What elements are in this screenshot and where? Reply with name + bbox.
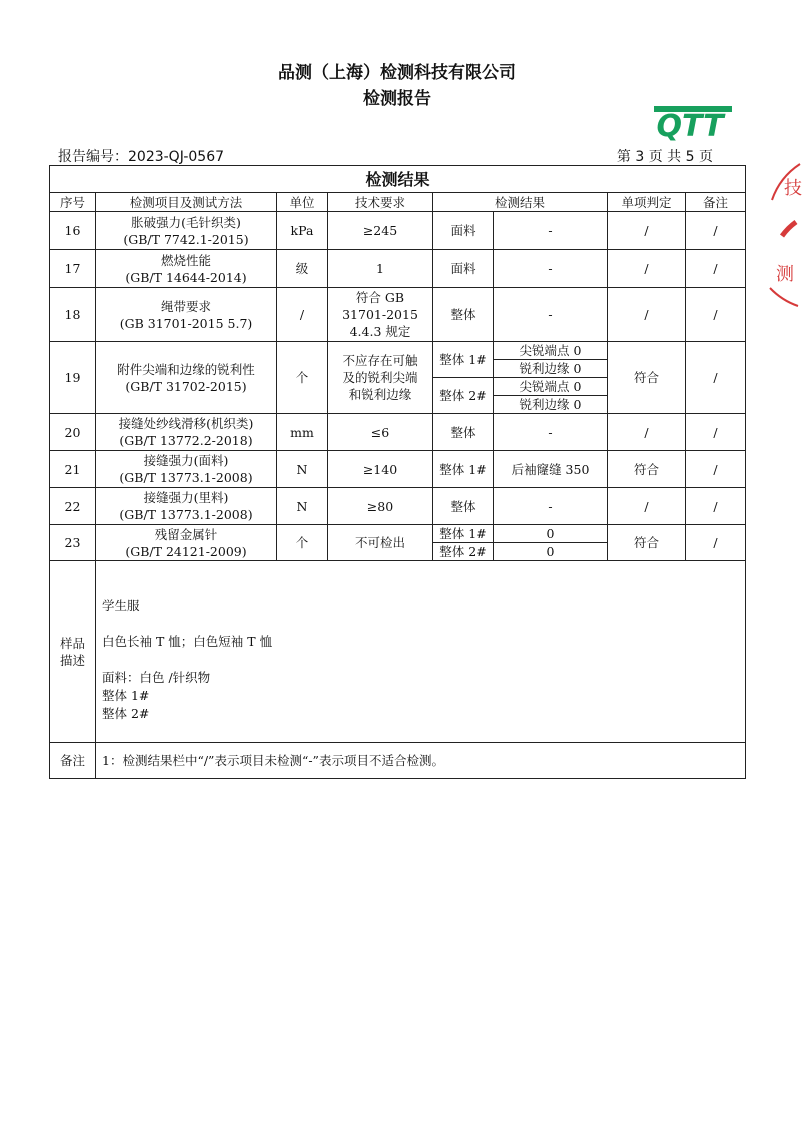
cell-line: 绳带要求 xyxy=(160,298,211,314)
requirement xyxy=(328,288,433,342)
result-value: - xyxy=(494,250,608,288)
result-part: 整体 2# xyxy=(433,378,494,414)
cell-line: 样品 xyxy=(59,635,85,651)
description-label xyxy=(50,561,96,743)
unit: N xyxy=(277,451,328,488)
result-part: 整体 xyxy=(433,288,494,342)
test-item xyxy=(96,451,277,488)
column-header: 检测项目及测试方法 xyxy=(96,193,277,212)
company-name: 品测（上海）检测科技有限公司 xyxy=(278,63,516,83)
verdict: / xyxy=(608,212,686,250)
notes-row xyxy=(50,743,746,779)
remark: / xyxy=(686,451,746,488)
description-line: 整体 1# xyxy=(102,688,150,703)
result-part: 整体 1# xyxy=(433,342,494,378)
spacer xyxy=(102,615,739,633)
row-number: 17 xyxy=(50,250,96,288)
remark: / xyxy=(686,488,746,525)
unit: 级 xyxy=(277,250,328,288)
test-item xyxy=(96,342,277,414)
requirement xyxy=(328,212,433,250)
cell-line: 胀破强力(毛针织类) xyxy=(131,214,241,230)
row-number: 23 xyxy=(50,525,96,561)
description-line: 整体 2# xyxy=(102,706,150,721)
notes-label: 备注 xyxy=(50,743,96,779)
test-item xyxy=(96,250,277,288)
remark: / xyxy=(686,414,746,451)
result-part: 整体 xyxy=(433,414,494,451)
cell-line: 符合 GB xyxy=(355,290,405,305)
verdict: / xyxy=(608,250,686,288)
row-number: 19 xyxy=(50,342,96,414)
result-value: - xyxy=(494,488,608,525)
result-value: 锐利边缘 0 xyxy=(494,396,608,414)
cell-line: 接缝强力(面料) xyxy=(143,453,229,468)
logo-text: QTT xyxy=(656,109,724,144)
verdict: / xyxy=(608,488,686,525)
seal-stamp xyxy=(762,160,802,310)
remark: / xyxy=(686,250,746,288)
report-title: 检测报告 xyxy=(363,89,431,109)
result-part: 面料 xyxy=(433,212,494,250)
test-item xyxy=(96,288,277,342)
results-table xyxy=(49,165,746,779)
test-item xyxy=(96,212,277,250)
result-part: 整体 2# xyxy=(433,543,494,561)
cell-line: ≥140 xyxy=(362,461,398,477)
cell-line: (GB/T 31702-2015) xyxy=(125,378,247,394)
result-value: 0 xyxy=(494,525,608,543)
verdict: / xyxy=(608,288,686,342)
table-row xyxy=(50,250,746,288)
cell-line: (GB/T 24121-2009) xyxy=(125,543,247,559)
result-part: 面料 xyxy=(433,250,494,288)
result-value: 尖锐端点 0 xyxy=(494,342,608,360)
table-row xyxy=(50,414,746,451)
result-value: 尖锐端点 0 xyxy=(494,378,608,396)
cell-line: 不可检出 xyxy=(354,535,405,550)
unit: mm xyxy=(277,414,328,451)
result-value: - xyxy=(494,212,608,250)
description-line: 学生服 xyxy=(102,598,140,613)
column-header: 单项判定 xyxy=(608,193,686,212)
cell-line: 4.4.3 规定 xyxy=(349,324,411,339)
column-header: 序号 xyxy=(50,193,96,212)
cell-line: 残留金属针 xyxy=(154,526,218,542)
cell-line: 和锐利边缘 xyxy=(348,387,412,402)
result-part: 整体 1# xyxy=(433,525,494,543)
requirement xyxy=(328,250,433,288)
table-row xyxy=(50,212,746,250)
cell-line: 及的锐利尖端 xyxy=(342,370,418,385)
report-number: 报告编号：2023-QJ-0567 xyxy=(58,149,225,165)
verdict: 符合 xyxy=(608,451,686,488)
requirement xyxy=(328,488,433,525)
cell-line: 附件尖端和边缘的锐利性 xyxy=(117,361,255,377)
remark: / xyxy=(686,525,746,561)
result-value: 0 xyxy=(494,543,608,561)
cell-line: 接缝处纱线滑移(机织类) xyxy=(118,416,254,431)
requirement xyxy=(328,451,433,488)
cell-line: 燃烧性能 xyxy=(160,252,211,268)
row-number: 21 xyxy=(50,451,96,488)
qtt-logo xyxy=(650,104,732,142)
table-row xyxy=(50,451,746,488)
column-header: 单位 xyxy=(277,193,328,212)
cell-line: (GB/T 7742.1-2015) xyxy=(123,231,249,247)
description-row xyxy=(50,561,746,743)
unit: 个 xyxy=(277,525,328,561)
cell-line: 不应存在可触 xyxy=(342,353,418,368)
remark: / xyxy=(686,288,746,342)
svg-text:测: 测 xyxy=(776,264,794,285)
test-item xyxy=(96,525,277,561)
verdict: 符合 xyxy=(608,525,686,561)
svg-text:技: 技 xyxy=(784,178,802,199)
table-row xyxy=(50,488,746,525)
cell-line: ≥245 xyxy=(362,223,398,238)
column-header: 技术要求 xyxy=(328,193,433,212)
row-number: 22 xyxy=(50,488,96,525)
description-line: 白色长袖 T 恤；白色短袖 T 恤 xyxy=(102,634,273,649)
cell-line: 31701-2015 xyxy=(342,307,418,322)
section-title: 检测结果 xyxy=(50,166,746,193)
test-item xyxy=(96,488,277,525)
description-content xyxy=(96,561,746,743)
requirement xyxy=(328,414,433,451)
unit: 个 xyxy=(277,342,328,414)
remark: / xyxy=(686,212,746,250)
table-row xyxy=(50,525,746,543)
cell-line: 描述 xyxy=(59,652,85,668)
verdict: / xyxy=(608,414,686,451)
test-item xyxy=(96,414,277,451)
table-row xyxy=(50,288,746,342)
result-value: - xyxy=(494,414,608,451)
unit: / xyxy=(277,288,328,342)
row-number: 20 xyxy=(50,414,96,451)
requirement xyxy=(328,525,433,561)
row-number: 18 xyxy=(50,288,96,342)
cell-line: (GB/T 14644-2014) xyxy=(125,269,247,285)
cell-line: (GB/T 13773.1-2008) xyxy=(119,507,253,522)
column-header: 检测结果 xyxy=(433,193,608,212)
header-row xyxy=(50,193,746,212)
result-part: 整体 xyxy=(433,488,494,525)
cell-line: (GB/T 13773.1-2008) xyxy=(119,470,253,485)
cell-line: ≥80 xyxy=(366,498,394,514)
result-part: 整体 1# xyxy=(433,451,494,488)
notes-text: 1：检测结果栏中“/”表示项目未检测“-”表示项目不适合检测。 xyxy=(96,743,746,779)
verdict: 符合 xyxy=(608,342,686,414)
cell-line: ≤6 xyxy=(370,424,390,440)
unit: N xyxy=(277,488,328,525)
remark: / xyxy=(686,342,746,414)
cell-line: (GB/T 13772.2-2018) xyxy=(119,433,253,448)
spacer xyxy=(102,651,739,669)
column-header: 备注 xyxy=(686,193,746,212)
result-value: 锐利边缘 0 xyxy=(494,360,608,378)
cell-line: 接缝强力(里料) xyxy=(143,490,229,505)
row-number: 16 xyxy=(50,212,96,250)
description-line: 面料：白色 /针织物 xyxy=(102,670,211,685)
unit: kPa xyxy=(277,212,328,250)
requirement xyxy=(328,342,433,414)
page-indicator: 第 3 页 共 5 页 xyxy=(616,149,713,165)
cell-line: (GB 31701-2015 5.7) xyxy=(119,315,253,331)
section-title-row xyxy=(50,166,746,193)
result-value: 后袖窿缝 350 xyxy=(494,451,608,488)
cell-line: 1 xyxy=(376,261,384,276)
table-row xyxy=(50,342,746,360)
result-value: - xyxy=(494,288,608,342)
